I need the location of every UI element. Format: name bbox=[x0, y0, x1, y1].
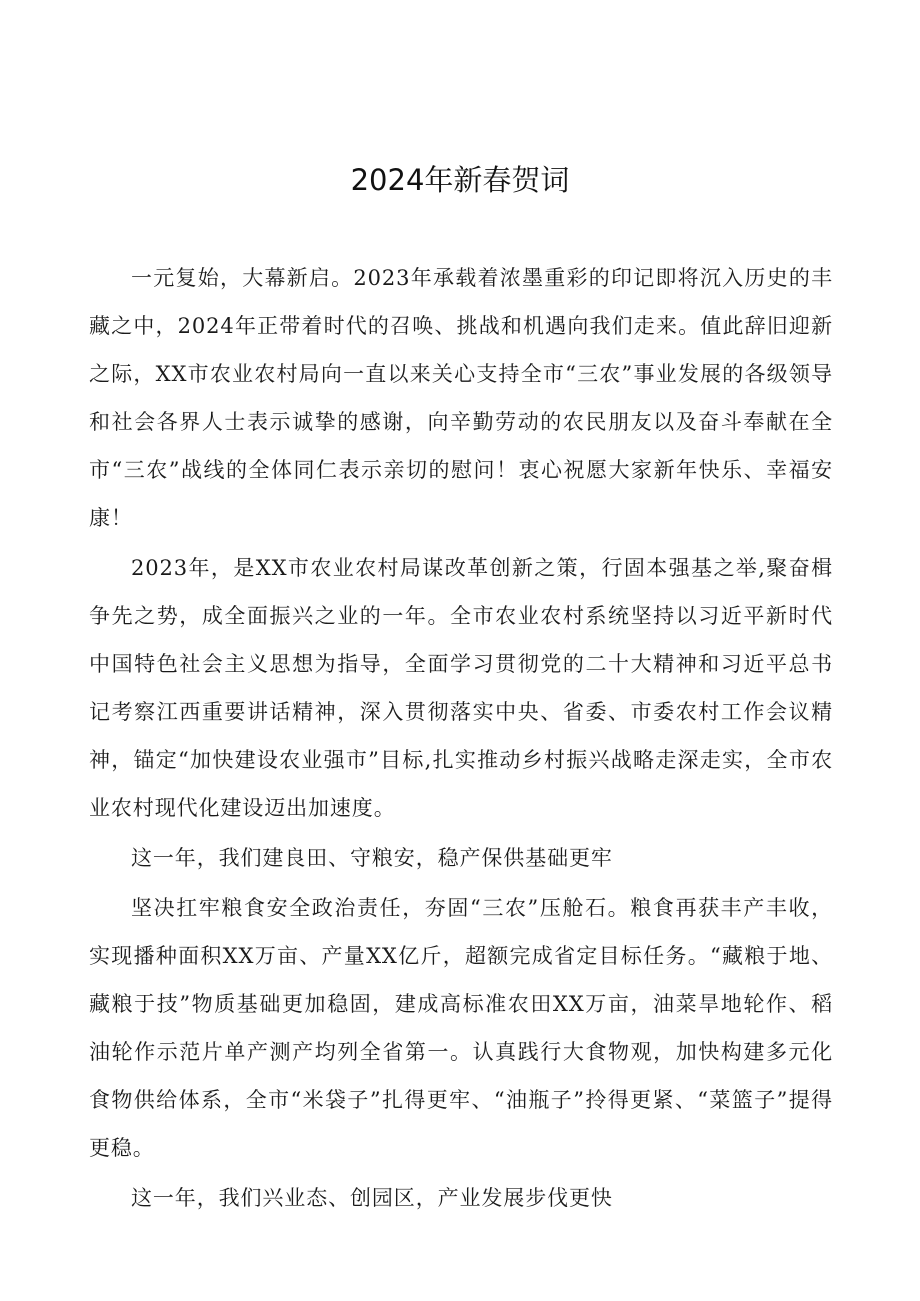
paragraph-intro: 一元复始，大幕新启。2023年承载着浓墨重彩的印记即将沉入历史的丰藏之中，2024年正带着时代的召唤、挑战和机遇向我们走来。值此辞旧迎新之际，XX市农业农村局向一直以来关心支持全市“三农”事业发展的各级领导和社会各界人士表示诚挚的感谢，向辛勤劳动的农民朋友以及奋斗奉献在全市“三农”战线的全体同仁表示亲切的慰问！衷心祝愿大家新年快乐、幸福安康！ bbox=[89, 266, 833, 530]
section-heading-industry-development: 这一年，我们兴业态、创园区，产业发展步伐更快 bbox=[131, 1186, 613, 1210]
document-title: 2024年新春贺词 bbox=[350, 163, 570, 197]
section-heading-grain-security: 这一年，我们建良田、守粮安，稳产保供基础更牢 bbox=[131, 846, 613, 870]
document-body bbox=[89, 254, 833, 1222]
paragraph-2023-review: 2023年，是XX市农业农村局谋改革创新之策，行固本强基之举,聚奋楫争先之势，成全面振兴之业的一年。全市农业农村系统坚持以习近平新时代中国特色社会主义思想为指导，全面学习贯彻党的二十大精神和习近平总书记考察江西重要讲话精神，深入贯彻落实中央、省委、市委农村工作会议精神，锚定“加快建设农业强市”目标,扎实推动乡村振兴战略走深走实，全市农业农村现代化建设迈出加速度。 bbox=[89, 556, 833, 820]
paragraph-grain-security: 坚决扛牢粮食安全政治责任，夯固“三农”压舱石。粮食再获丰产丰收，实现播种面积XX万亩、产量XX亿斤，超额完成省定目标任务。“藏粮于地、藏粮于技”物质基础更加稳固，建成高标准农田XX万亩，油菜旱地轮作、稻油轮作示范片单产测产均列全省第一。认真践行大食物观，加快构建多元化食物供给体系，全市“米袋子”扎得更牢、“油瓶子”拎得更紧、“菜篮子”提得更稳。 bbox=[89, 896, 833, 1160]
